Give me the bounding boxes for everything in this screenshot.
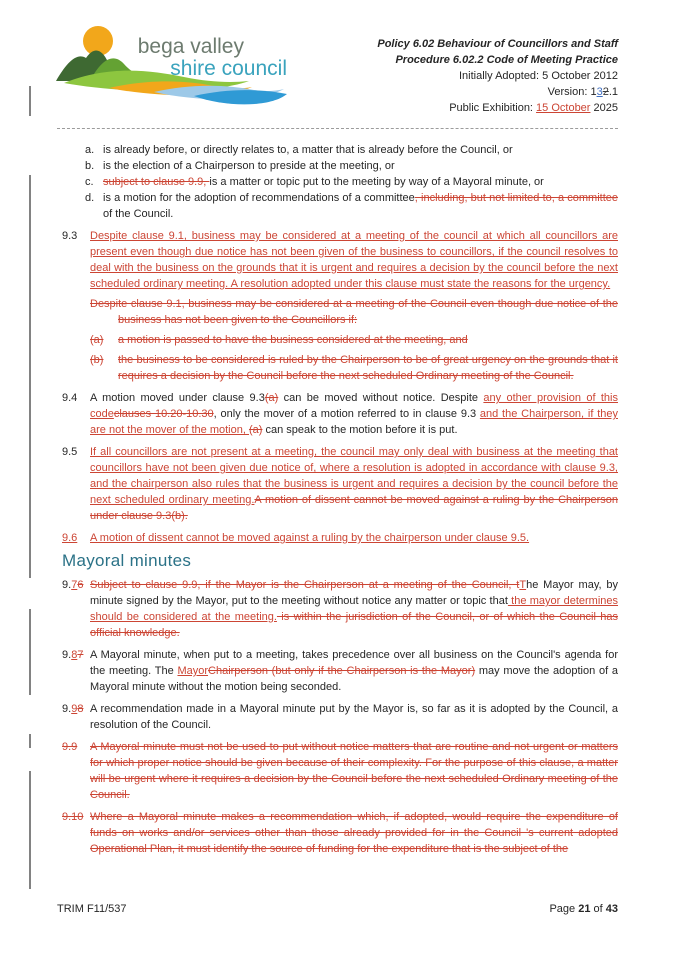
inserted-text: 7 bbox=[71, 579, 78, 591]
text-run: 9.4 bbox=[62, 392, 78, 404]
inserted-text: 9.6 bbox=[62, 532, 78, 544]
item-text bbox=[90, 701, 618, 733]
deleted-text: 7 bbox=[77, 649, 84, 661]
item-marker bbox=[85, 174, 103, 190]
header-separator bbox=[57, 128, 618, 129]
item-text bbox=[90, 809, 618, 857]
deleted-text: 9.10 bbox=[62, 811, 84, 823]
text-run: Initially Adopted: 5 October 2012 bbox=[459, 70, 618, 82]
text-run: 9.3 bbox=[62, 230, 78, 242]
text-run: 9.5 bbox=[62, 446, 78, 458]
page-number bbox=[549, 901, 618, 917]
adopted-date bbox=[300, 68, 618, 84]
item-marker bbox=[62, 390, 90, 438]
item-text bbox=[103, 158, 618, 174]
page-footer bbox=[57, 901, 618, 917]
deleted-text: , including, but not limited to, a committee bbox=[414, 192, 618, 204]
text-run: a. bbox=[85, 144, 95, 156]
item-marker bbox=[85, 158, 103, 174]
item-text bbox=[90, 296, 618, 328]
text-run: of the Council. bbox=[103, 208, 174, 220]
council-logo bbox=[54, 24, 290, 121]
item-text bbox=[90, 444, 618, 524]
text-run: Policy 6.02 Behaviour of Councillors and Staff bbox=[377, 38, 618, 50]
deleted-text: (a) bbox=[264, 392, 279, 404]
text-run: 43 bbox=[605, 903, 618, 915]
item-text bbox=[103, 142, 618, 158]
deleted-text: Where a Mayoral minute makes a recommendation which, if adopted, would require the expenditure of funds on works and/or services other than those already provided for in the Council 's current adopted Operational Plan, it must identify the source of funding for the expenditure that is the subject of the bbox=[90, 811, 618, 855]
inserted-text: 9 bbox=[71, 703, 78, 715]
text-run: of bbox=[590, 903, 606, 915]
deleted-text: Despite clause 9.1, business may be considered at a meeting of the Council even though due notice of the business has not been given to the Councillors if: bbox=[90, 298, 618, 326]
council-logo-artwork bbox=[54, 24, 290, 116]
logo-text-line1: bega valley bbox=[137, 35, 244, 58]
text-run: 9. bbox=[62, 579, 72, 591]
item-text bbox=[90, 577, 618, 641]
inserted-text: Mayor bbox=[177, 665, 209, 677]
inserted-text: 15 October bbox=[536, 102, 591, 114]
deleted-text: subject to clause 9.9, bbox=[103, 176, 210, 188]
item-marker bbox=[62, 809, 90, 857]
item-text bbox=[90, 390, 618, 438]
deleted-text: clauses 10.20-10.30 bbox=[113, 408, 214, 420]
item-marker bbox=[90, 352, 118, 384]
list-item bbox=[62, 142, 618, 158]
item-text bbox=[118, 352, 618, 384]
clause bbox=[62, 577, 618, 641]
change-bar bbox=[29, 734, 31, 748]
deleted-text: 9.9 bbox=[62, 741, 78, 753]
text-run: may move the adoption of a Mayoral minute without the motion being seconded. bbox=[90, 665, 619, 693]
deleted-text: 8 bbox=[77, 703, 84, 715]
text-run: 2025 bbox=[590, 102, 618, 114]
procedure-title bbox=[300, 52, 618, 68]
text-run: is a motion for the adoption of recommendations of a committee bbox=[103, 192, 415, 204]
text-run: , only the mover of a motion referred to in clause 9.3 bbox=[213, 408, 480, 420]
item-text bbox=[103, 174, 618, 190]
text-run: A Mayoral minute, when put to a meeting, takes precedence over all business on the Council's agenda for the meeting. The bbox=[90, 649, 618, 677]
inserted-text: any other provision of this code bbox=[90, 392, 618, 420]
item-marker bbox=[62, 701, 90, 733]
item-text bbox=[90, 228, 618, 292]
clause bbox=[62, 647, 618, 695]
document-body bbox=[62, 142, 618, 857]
clause bbox=[62, 530, 618, 546]
inserted-text: T bbox=[519, 579, 527, 591]
deleted-text: 2 bbox=[602, 86, 609, 98]
clause bbox=[62, 701, 618, 733]
text-run: 9. bbox=[62, 649, 72, 661]
text-run: A motion moved under clause 9.3 bbox=[90, 392, 265, 404]
item-marker bbox=[62, 444, 90, 524]
text-run: 9. bbox=[62, 703, 72, 715]
item-marker bbox=[90, 332, 118, 348]
item-text bbox=[90, 530, 618, 546]
clause bbox=[62, 228, 618, 292]
text-run: Version: 1 bbox=[547, 86, 597, 98]
logo-text-line2: shire council bbox=[170, 57, 287, 80]
deleted-text: Subject to clause 9.9, if the Mayor is the Chairperson at a meeting of the Council, t bbox=[90, 579, 520, 591]
text-run: c. bbox=[85, 176, 94, 188]
item-marker bbox=[62, 228, 90, 292]
text-run: Procedure 6.02.2 Code of Meeting Practice bbox=[395, 54, 618, 66]
clause bbox=[62, 739, 618, 803]
text-run: Page bbox=[549, 903, 579, 915]
inserted-text: If all councillors are not present at a meeting, the council may only deal with business at the meeting that councillors have not been given due notice of, where a resolution is adopted in accordance with clause 9.3, and the chairperson also rules that the business is urgent and requires a decision by the council before the next scheduled ordinary meeting. bbox=[90, 446, 618, 506]
clause bbox=[62, 390, 618, 438]
list-item bbox=[62, 190, 618, 222]
deleted-text: (a) bbox=[248, 424, 263, 436]
item-marker bbox=[62, 739, 90, 803]
text-run: can be moved without notice. Despite bbox=[278, 392, 484, 404]
deleted-text: a motion is passed to have the business considered at the meeting, and bbox=[118, 334, 468, 346]
item-marker bbox=[62, 530, 90, 546]
sub-list-item bbox=[90, 332, 618, 348]
deleted-text: Chairperson (but only if the Chairperson is the Mayor) bbox=[208, 665, 476, 677]
inserted-text: Despite clause 9.1, business may be considered at a meeting of the council at which all councillors are present even though due notice has not been given of the business to councillors, if the council resolves to deal with the business on the grounds that it is urgent and requires a decision by the council before the next scheduled ordinary meeting. A resolution adopted under this clause must state the reasons for the urgency. bbox=[90, 230, 618, 290]
item-marker bbox=[62, 647, 90, 695]
change-bar bbox=[29, 175, 31, 578]
deleted-text: (a) bbox=[90, 334, 104, 346]
deleted-text: is within the jurisdiction of the Council, or of which the Council has official knowledge. bbox=[90, 611, 618, 639]
clause bbox=[62, 809, 618, 857]
deleted-text: A Mayoral minute must not be used to put without notice matters that are routine and not urgent or matters for which proper notice should be given because of their complexity. For the purpose of this clause, a matter will be urgent where it requires a decision by the Council before the next scheduled Ordinary meeting of the Council. bbox=[90, 741, 618, 801]
item-marker bbox=[62, 577, 90, 641]
text-run: d. bbox=[85, 192, 95, 204]
deleted-text: 6 bbox=[77, 579, 84, 591]
change-bar bbox=[29, 609, 31, 695]
list-item bbox=[62, 174, 618, 190]
item-marker bbox=[85, 190, 103, 222]
text-run: Public Exhibition: bbox=[449, 102, 537, 114]
text-run: is a matter or topic put to the meeting by way of a Mayoral minute, or bbox=[209, 176, 544, 188]
item-text bbox=[118, 332, 618, 348]
clause-continuation bbox=[90, 296, 618, 328]
exhibition-line bbox=[300, 100, 618, 116]
inserted-text: the mayor determines should be considered at the meeting. bbox=[90, 595, 619, 623]
deleted-text: the business to be considered is ruled by the Chairperson to be of great urgency on the grounds that it requires a decision by the Council before the next scheduled Ordinary meeting of the Council. bbox=[118, 354, 618, 382]
sub-list-item bbox=[90, 352, 618, 384]
inserted-text: and the Chairperson, if they are not the mover of the motion, bbox=[90, 408, 618, 436]
deleted-text: A motion of dissent cannot be moved against a ruling by the Chairperson under clause 9.3(b). bbox=[90, 494, 618, 522]
deleted-text: (b) bbox=[90, 354, 104, 366]
item-text bbox=[90, 647, 618, 695]
change-bar bbox=[29, 771, 31, 889]
change-bar bbox=[29, 86, 31, 116]
inserted-text: 8 bbox=[71, 649, 78, 661]
text-run: b. bbox=[85, 160, 95, 172]
policy-title bbox=[300, 36, 618, 52]
text-run: is already before, or directly relates to, a matter that is already before the Council, or bbox=[103, 144, 513, 156]
inserted-text: A motion of dissent cannot be moved against a ruling by the chairperson under clause 9.5. bbox=[90, 532, 530, 544]
section-heading: Mayoral minutes bbox=[62, 551, 192, 570]
item-text bbox=[90, 739, 618, 803]
inserted-text: 3 bbox=[596, 86, 603, 98]
text-run: .1 bbox=[608, 86, 618, 98]
text-run: is the election of a Chairperson to preside at the meeting, or bbox=[103, 160, 395, 172]
clause bbox=[62, 444, 618, 524]
item-marker bbox=[85, 142, 103, 158]
trim-reference: TRIM F11/537 bbox=[57, 903, 127, 915]
list-item bbox=[62, 158, 618, 174]
document-header-meta bbox=[300, 36, 618, 116]
text-run: can speak to the motion before it is put. bbox=[262, 424, 458, 436]
item-text bbox=[103, 190, 618, 222]
text-run: 21 bbox=[578, 903, 591, 915]
version-line bbox=[300, 84, 618, 100]
text-run: he Mayor may, by minute signed by the Mayor, put to the meeting without notice any matter or topic that bbox=[90, 579, 618, 607]
text-run: A recommendation made in a Mayoral minute put by the Mayor is, so far as it is adopted by the Council, a resolution of the Council. bbox=[90, 703, 618, 731]
